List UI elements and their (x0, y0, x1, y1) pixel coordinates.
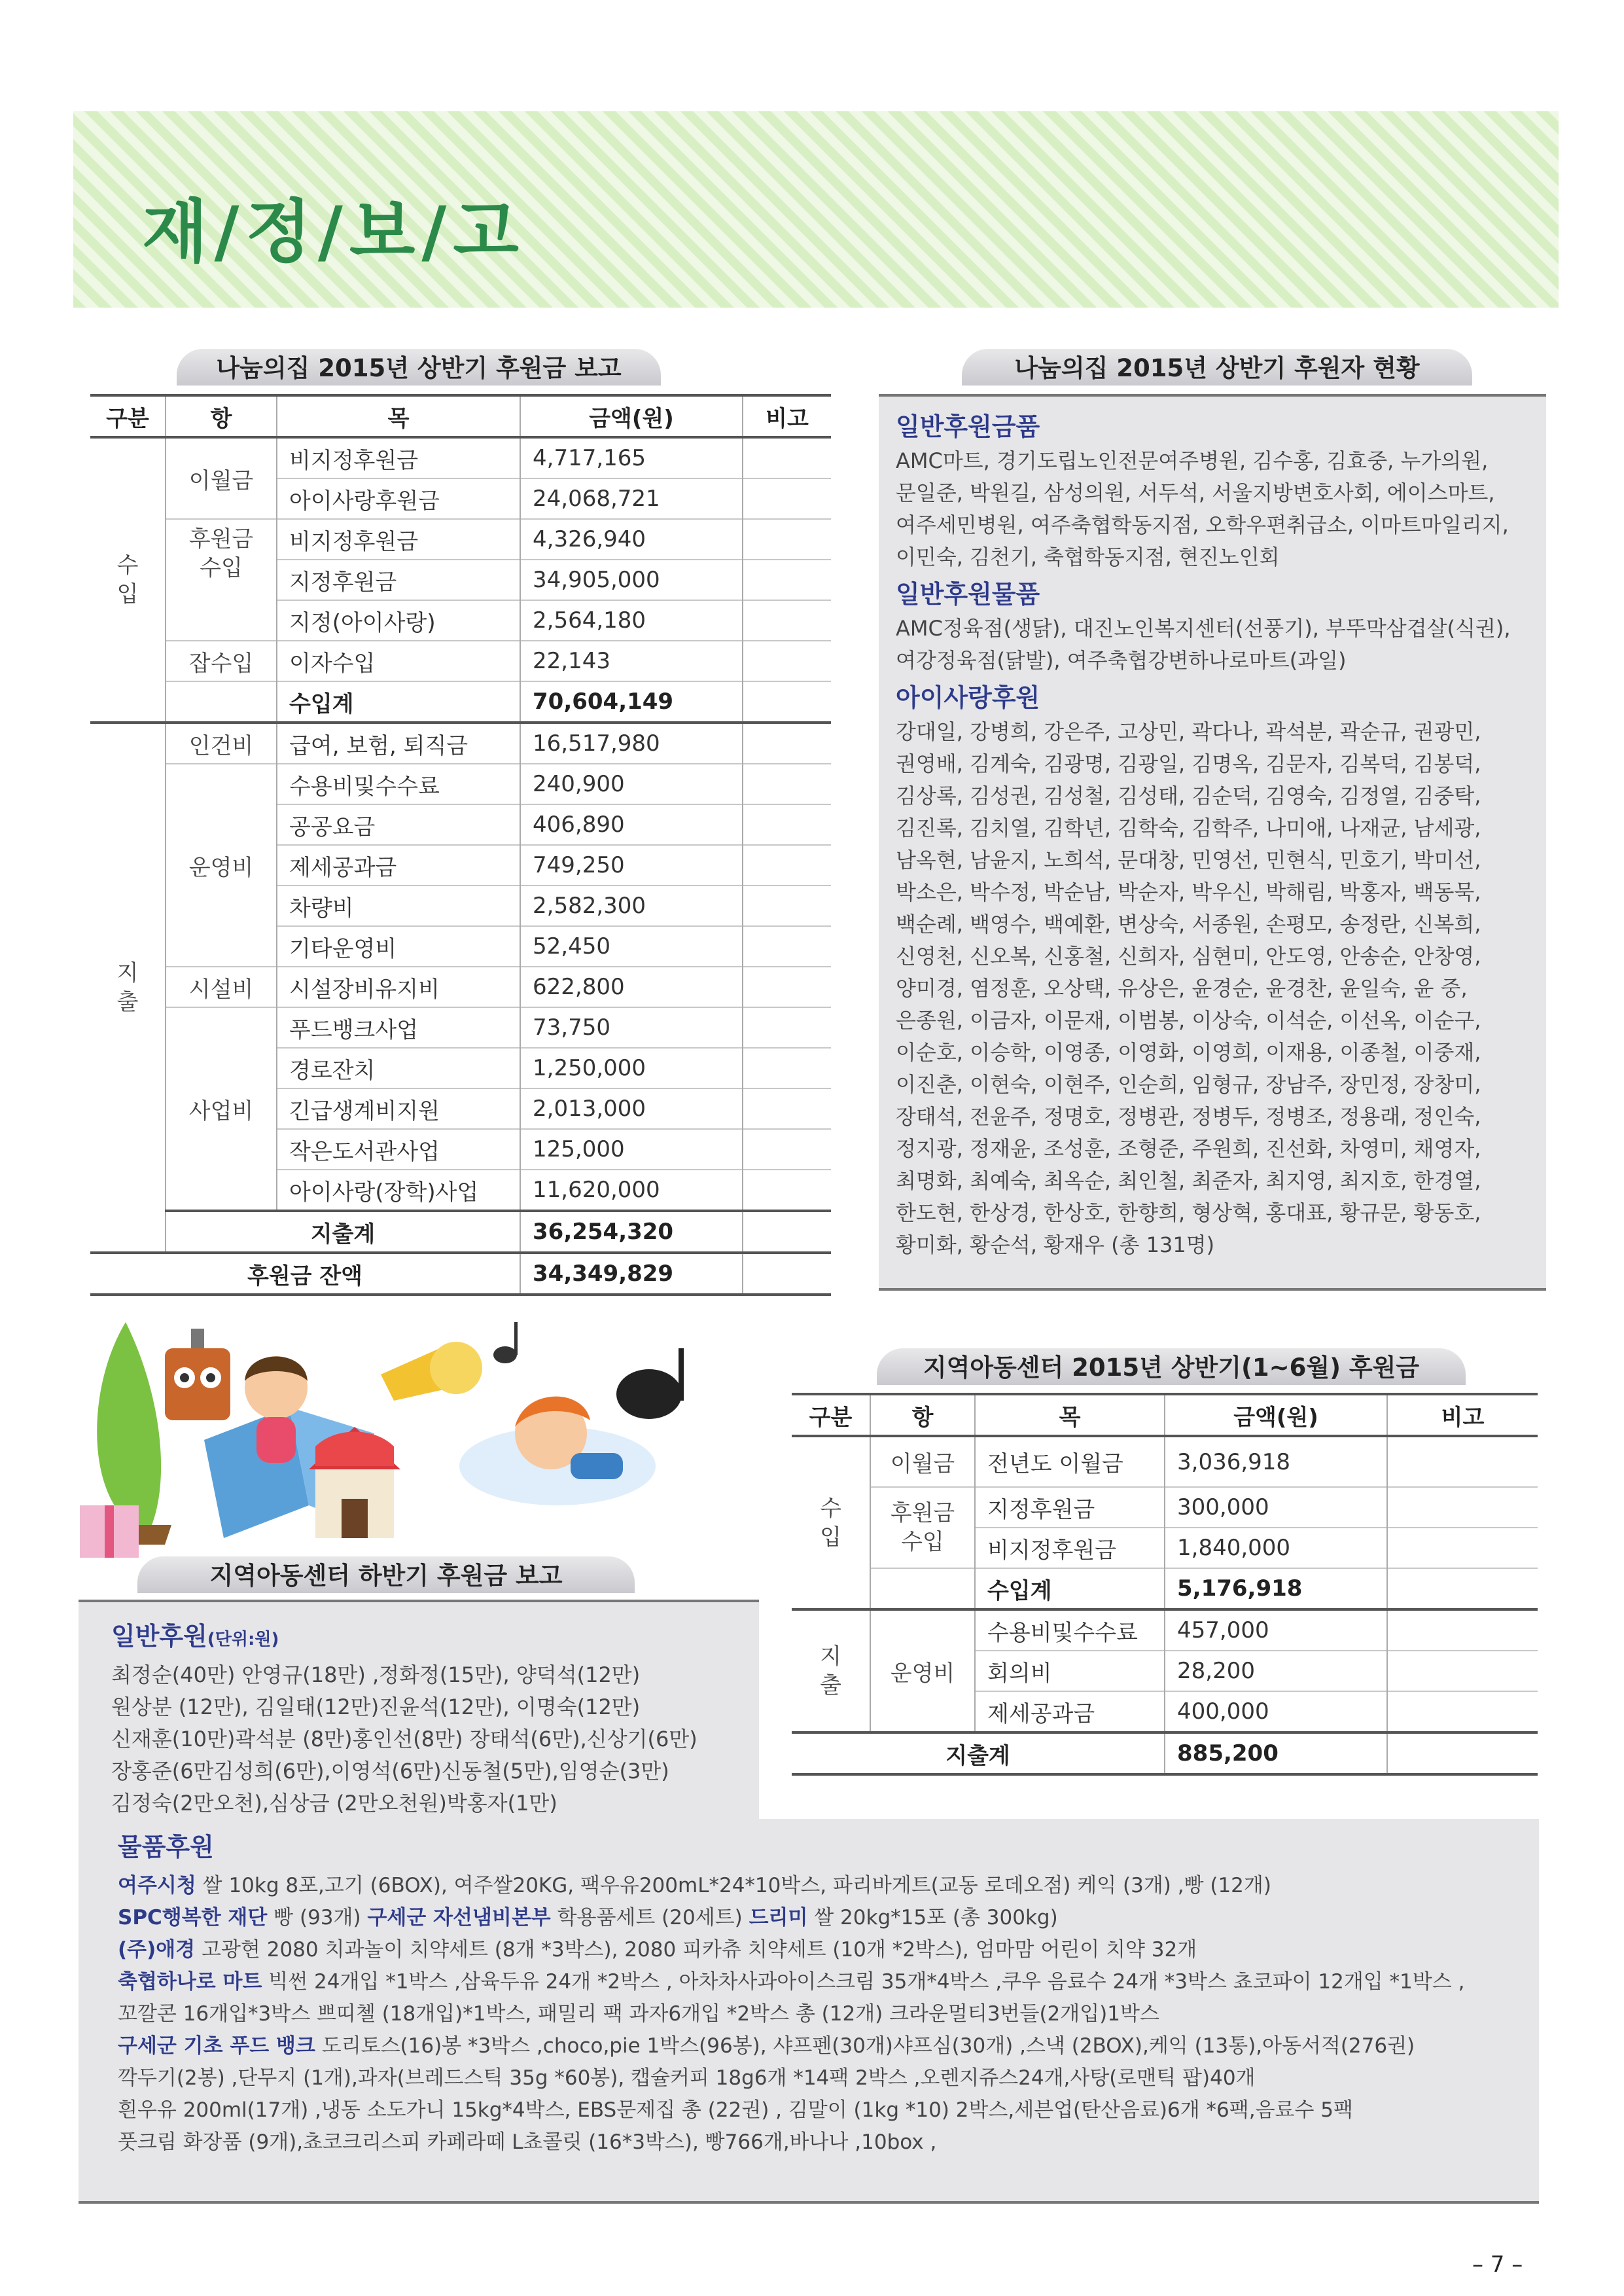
column-header: 비고 (743, 395, 831, 437)
report-table (90, 394, 831, 1296)
group-label: 운영비 (166, 764, 277, 967)
table-row: 비지정후원금 1,840,000 (792, 1528, 1538, 1568)
music-note-icon (493, 1322, 684, 1419)
title-banner (73, 111, 1559, 308)
income-label: 수입 (90, 437, 166, 723)
donors-panel: 일반후원금품 AMC마트, 경기도립노인전문여주병원, 김수홍, 김효중, 누가의원, 문일준, 박원길, 삼성의원, 서두석, 서울지방변호사회, 에이스마트, 여주세민병원, 여주축협학동지점, 오학우편취급소, 이마트마일리지, 이민숙, 김천기, 축협학동지점, 현진노인회 일반후원물품 AMC정육점(생닭), 대진노인복지센터(선풍기), 부뚜막삼겹살(식권), 여강정육점(닭발), 여주축협강변하나로마트(과일) 아이사랑후원 강대일, 강병희, 강은주, 고상민, 곽다나, 곽석분, 곽순규, 권광민, 권영배, 김계숙, 김광명, 김광일, 김명옥, 김문자, 김복덕, 김봉덕, 김상록, 김성권, 김성철, 김성태, 김순덕, 김영숙, 김정열, 김중탁, 김진록, 김치열, 김학년, 김학숙, 김학주, 나미애, 나재균, 남세광, 남옥현, 남윤지, 노희석, 문대창, 민영선, 민현식, 민호기, 박미선, 박소은, 박수정, 박순남, 박순자, 박우신, 박해림, 박홍자, 백동묵, 백순례, 백영수, 백예환, 변상숙, 서종원, 손평모, 송정란, 신복희, 신영천, 신오복, 신홍철, 신희자, 심현미, 안도영, 안송순, 안창영, 양미경, 염정훈, 오상택, 유상은, 윤경순, 윤경찬, 윤일숙, 윤 중, 은종원, 이금자, 이문재, 이범봉, 이상숙, 이석순, 이선옥, 이순구, 이순호, 이승학, 이영종, 이영화, 이영희, 이재용, 이종철, 이중재, 이진춘, 이현숙, 이현주, 인순희, 임형규, 장남주, 장민정, 장창미, 장태석, 전윤주, 정명호, 정병관, 정병두, 정병조, 정용래, 정인숙, 정지광, 정재윤, 조성훈, 조형준, 주원희, 진선화, 차영미, 채영자, 최명화, 최예숙, 최옥순, 최인철, 최준자, 최지영, 최지호, 한경열, 한도현, 한상경, 한상호, 한향희, 형상혁, 홍대표, 황규문, 황동호, 황미화, 황순석, 황재우 (총 131명) (879, 394, 1546, 1291)
table-row: 운영비 수용비및수수료 240,900 (90, 764, 831, 804)
goods-donation-panel (79, 1819, 1539, 2204)
table-row: 회의비 28,200 (792, 1651, 1538, 1691)
donation-line: 여주시청 쌀 10kg 8포,고기 (6BOX), 여주쌀20KG, 팩우유200mL*24*10박스, 파리바게트(교동 로데오점) 케익 (3개) ,빵 (12개) (118, 1874, 1271, 1897)
column-header: 항 (166, 395, 277, 437)
column-header: 금액(원) (1165, 1394, 1387, 1436)
donation-line: (주)애경 고광현 2080 치과놀이 치약세트 (8개 *3박스), 2080 피카츄 치약세트 (10개 *2박스), 엄마맘 어린이 치약 32개 (118, 1938, 1197, 1962)
children-illustration (73, 1309, 760, 1571)
column-header: 비고 (1387, 1394, 1538, 1436)
donation-line: 꼬깔콘 16개입*3박스 쁘띠첼 (18개입)*1박스, 패밀리 팩 과자6개입 *2박스 총 (12개) 크라운멀티3번들(2개입)1박스 (118, 2002, 1159, 2026)
table-row: 지출 인건비 급여, 보험, 퇴직금 16,517,980 (90, 723, 831, 764)
column-header: 항 (870, 1394, 975, 1436)
income-label: 수입 (792, 1436, 870, 1609)
group-label: 운영비 (870, 1609, 975, 1732)
group-label: 시설비 (166, 967, 277, 1007)
gift-icon (80, 1505, 139, 1558)
donation-line: 구세군 기초 푸드 뱅크 도리토스(16)봉 *3박스 ,choco,pie 1박스(96봉), 샤프펜(30개)샤프심(30개) ,스낵 (2BOX),케익 (13통),아동서적(276권) (118, 2034, 1415, 2058)
column-header: 구분 (792, 1394, 870, 1436)
section-heading: 물품후원 (118, 1833, 214, 1861)
table-header (792, 1394, 1538, 1436)
section-heading: 일반후원금품 (896, 412, 1040, 441)
expense-total-row: 지출계 885,200 (792, 1732, 1538, 1774)
income-total-row: 수입계 5,176,918 (792, 1568, 1538, 1609)
group-label: 인건비 (166, 723, 277, 764)
table-row: 후원금 수입 지정후원금 300,000 (792, 1487, 1538, 1528)
boy-icon (459, 1397, 656, 1505)
table-header (90, 395, 831, 437)
column-header: 목 (975, 1394, 1165, 1436)
table-row: 수입 이월금 비지정후원금 4,717,165 (90, 437, 831, 478)
page-title: 재/정/보/고 (142, 192, 525, 272)
table-row: 사업비 푸드뱅크사업 73,750 (90, 1007, 831, 1048)
table-row: 시설비 시설장비유지비 622,800 (90, 967, 831, 1007)
table-row: 차량비 2,582,300 (90, 886, 831, 926)
group-label: 후원금 수입 (870, 1487, 975, 1568)
center-second-title: 지역아동센터 하반기 후원금 보고 (137, 1556, 635, 1593)
table-row: 수입 이월금 전년도 이월금 3,036,918 (792, 1436, 1538, 1487)
donation-line: 축협하나로 마트 빅썬 24개입 *1박스 ,삼육두유 24개 *2박스 , 아차차사과아이스크림 35개*4박스 ,쿠우 음료수 24개 *3박스 쵸코파이 12개입 *1박스 , (118, 1970, 1465, 1994)
page-number: – 7 – (1472, 2251, 1523, 2278)
trumpet-icon (381, 1342, 482, 1401)
column-header: 구분 (90, 395, 166, 437)
donation-line: SPC행복한 재단 빵 (93개) 구세군 자선냄비본부 학용품세트 (20세트) 드리미 쌀 20kg*15포 (총 300kg) (118, 1906, 1058, 1929)
donors-title: 나눔의집 2015년 상반기 후원자 현황 (962, 349, 1472, 386)
section-heading: 일반후원물품 (896, 580, 1040, 609)
report-title: 나눔의집 2015년 상반기 후원금 보고 (177, 349, 661, 386)
group-label: 사업비 (166, 1007, 277, 1211)
table-row: 아이사랑(장학)사업 11,620,000 (90, 1170, 831, 1211)
general-donation-panel: 일반후원(단위:원) 최정순(40만) 안영규(18만) ,정화정(15만), 양덕석(12만) 원상분 (12만), 김일태(12만)진윤석(12만), 이명숙(12만) 신재훈(10만)곽석분 (8만)홍인선(8만) 장태석(6만),신상기(6만) 장홍준(6만김성희(6만),이영석(6만)신동철(5만),임영순(3만) 김정숙(2만오천),심상금 (2만오천원)박홍자(1만) (79, 1600, 759, 1819)
table-row: 지출 운영비 수용비및수수료 457,000 (792, 1609, 1538, 1651)
expense-label: 지출 (90, 723, 166, 1253)
group-label: 후원금 수입 (166, 519, 277, 641)
balance-row: 후원금 잔액 34,349,829 (90, 1253, 831, 1295)
expense-total-row: 지출계 36,254,320 (90, 1211, 831, 1253)
table-row: 경로잔치 1,250,000 (90, 1048, 831, 1088)
group-label: 이월금 (870, 1436, 975, 1487)
column-header: 금액(원) (520, 395, 743, 437)
donation-line: 깍두기(2봉) ,단무지 (1개),과자(브레드스틱 35g *60봉), 캡슐커피 18g6개 *14팩 2박스 ,오렌지쥬스24개,사탕(로맨틱 팝)40개 (118, 2066, 1256, 2090)
table-row: 아이사랑후원금 24,068,721 (90, 478, 831, 519)
donation-line: 흰우유 200ml(17개) ,냉동 소도가니 15kg*4박스, EBS문제집 총 (22권) , 김말이 (1kg *10) 2박스,세븐업(탄산음료)6개 *6팩,음료수 5팩 (118, 2098, 1353, 2122)
table-row: 긴급생계비지원 2,013,000 (90, 1088, 831, 1129)
expense-label: 지출 (792, 1609, 870, 1732)
house-icon (309, 1427, 400, 1538)
table-row: 공공요금 406,890 (90, 804, 831, 845)
center-title: 지역아동센터 2015년 상반기(1~6월) 후원금 (877, 1348, 1466, 1385)
table-row: 제세공과금 400,000 (792, 1691, 1538, 1732)
section-heading: 아이사랑후원 (896, 683, 1040, 712)
column-header: 목 (277, 395, 520, 437)
section-heading: 일반후원(단위:원) (111, 1622, 279, 1651)
table-row: 잡수입 이자수입 22,143 (90, 641, 831, 681)
table-row: 후원금 수입 비지정후원금 4,326,940 (90, 519, 831, 560)
table-row: 작은도서관사업 125,000 (90, 1129, 831, 1170)
donation-line: 풋크림 화장품 (9개),쵸코크리스피 카페라떼 L쵸콜릿 (16*3박스), 빵766개,바나나 ,10box , (118, 2130, 937, 2154)
group-label: 잡수입 (166, 641, 277, 681)
table-row: 지정후원금 34,905,000 (90, 560, 831, 600)
income-total-row: 수입계 70,604,149 (90, 681, 831, 723)
group-label: 이월금 (166, 437, 277, 519)
table-row: 기타운영비 52,450 (90, 926, 831, 967)
table-row: 제세공과금 749,250 (90, 845, 831, 886)
robot-icon (165, 1329, 230, 1420)
table-row: 지정(아이사랑) 2,564,180 (90, 600, 831, 641)
center-table (792, 1393, 1538, 1776)
